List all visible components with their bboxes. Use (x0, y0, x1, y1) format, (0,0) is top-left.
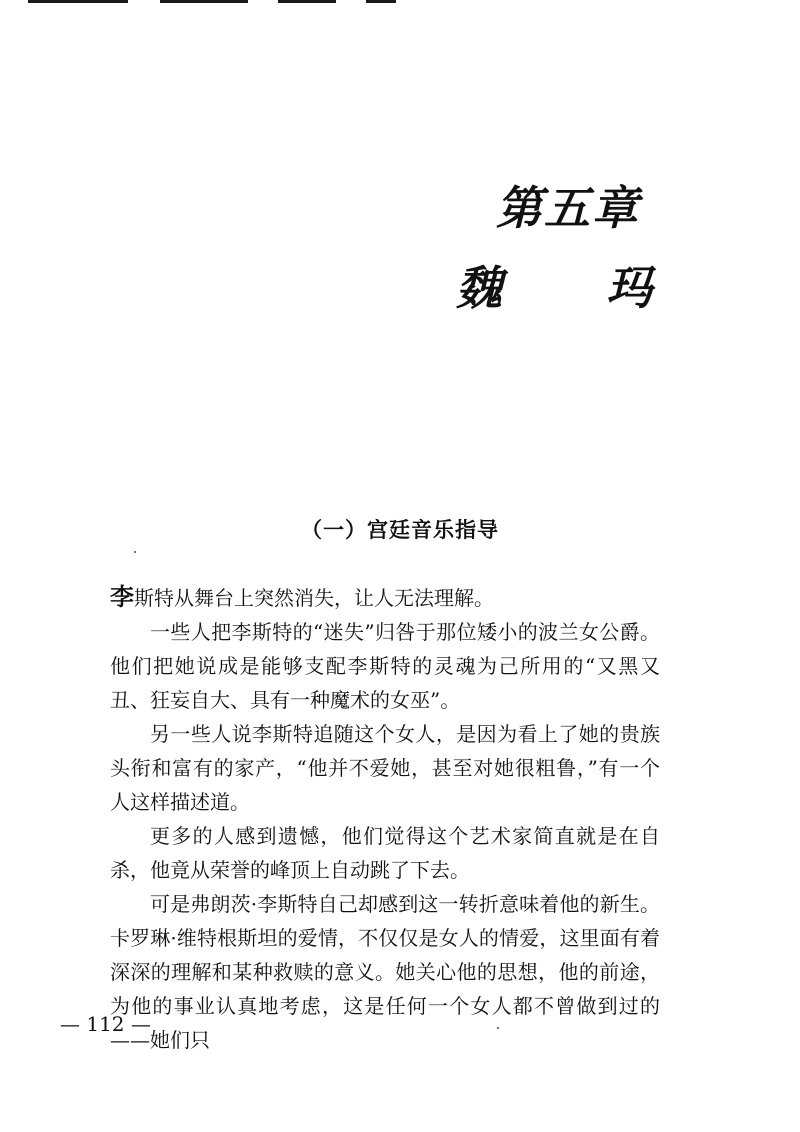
scan-speck (134, 551, 136, 553)
drop-initial: 李 (110, 583, 134, 611)
chapter-title-char: 玛 (606, 261, 652, 315)
paragraph: 一些人把李斯特的“迷失”归咎于那位矮小的波兰女公爵。他们把她说成是能够支配李斯特的灵魂为己所用的“又黑又丑、狂妄自大、具有一种魔术的女巫”。 (110, 620, 660, 712)
scan-edge-mark (366, 0, 396, 3)
paragraph: 另一些人说李斯特追随这个女人，是因为看上了她的贵族头衔和富有的家产，“他并不爱她，甚至对她很粗鲁，”有一个人这样描述道。 (110, 722, 660, 814)
scan-edge-mark (278, 0, 336, 3)
paragraph: 可是弗朗茨·李斯特自己却感到这一转折意味着他的新生。卡罗琳·维特根斯坦的爱情，不仅仅是女人的情爱，这里面有着深深的理解和某种救赎的意义。她关心他的思想，他的前途，为他的事业认真地考虑，这是任何一个女人都不曾做到过的——她们只 (110, 892, 660, 1052)
paragraph (110, 580, 660, 615)
chapter-number: 第五章 (496, 181, 640, 235)
scan-edge-mark (160, 0, 248, 3)
paragraph-text: 斯特从舞台上突然消失，让人无法理解。 (134, 586, 494, 610)
chapter-title-char: 魏 (456, 261, 502, 315)
scan-edge-mark (28, 0, 128, 3)
paragraph: 更多的人感到遗憾，他们觉得这个艺术家简直就是在自杀，他竟从荣誉的峰顶上自动跳了下去。 (110, 824, 660, 882)
body-text (110, 580, 660, 1057)
chapter-title (456, 252, 652, 318)
page-number: — 112 — (60, 1012, 151, 1036)
scan-speck (497, 1027, 499, 1029)
section-heading: （一）宫廷音乐指导 (301, 518, 499, 542)
